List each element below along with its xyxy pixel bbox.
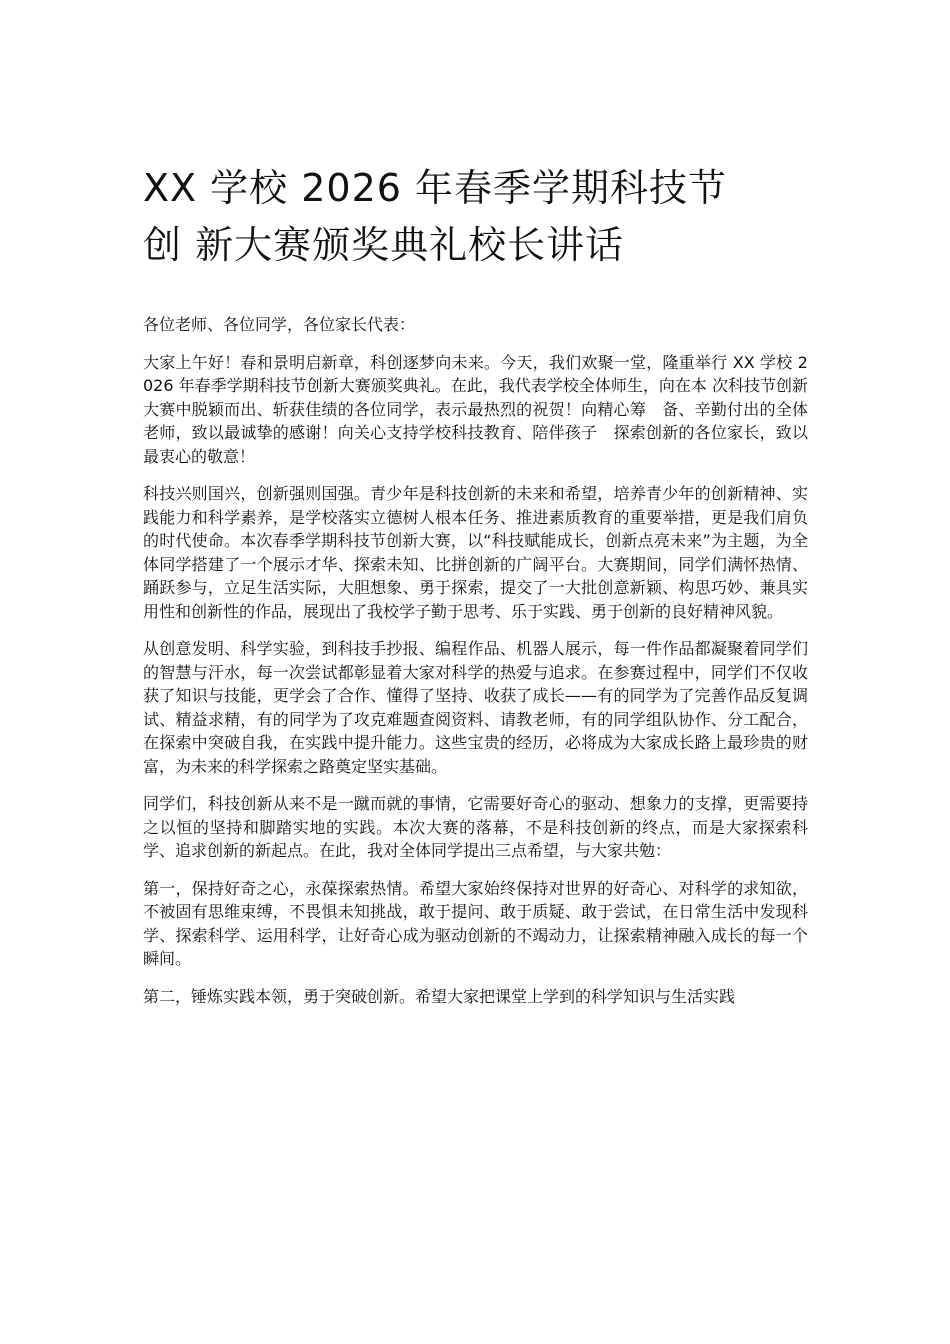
paragraph-expectations-intro: 同学们，科技创新从来不是一蹴而就的事情，它需要好奇心的驱动、想象力的支撑，更需要持之以恒的坚持和脚踏实地的实践。本次大赛的落幕，不是科技创新的终点，而是大家探索科学、追求创新的新起点。在此，我对全体同学提出三点希望，与大家共勉： bbox=[143, 794, 808, 860]
salutation: 各位老师、各位同学，各位家长代表： bbox=[143, 315, 416, 334]
speech-body bbox=[143, 313, 808, 1022]
title-line-2: 创 新大赛颁奖典礼校长讲话 bbox=[143, 223, 625, 267]
paragraph-hope-one: 第一，保持好奇之心，永葆探索热情。希望大家始终保持对世界的好奇心、对科学的求知欲，不被固有思维束缚，不畏惧未知挑战，敢于提问、敢于质疑、敢于尝试，在日常生活中发现科学、探索科学、运用科学，让好奇心成为驱动创新的不竭动力，让探索精神融入成长的每一个瞬间。 bbox=[143, 878, 808, 968]
paragraph-greeting: 大家上午好！春和景明启新章，科创逐梦向未来。今天，我们欢聚一堂，隆重举行 XX 学校 2026 年春季学期科技节创新大赛颁奖典礼。在此，我代表学校全体师生，向在本 次科技节创新大赛中脱颖而出、斩获佳绩的各位同学，表示最热烈的祝贺！向精心筹 备、辛勤付出的全体老师，致以最诚挚的感谢！向关心支持学校科技教育、陪伴孩子 探索创新的各位家长，致以最衷心的敬意！ bbox=[143, 352, 808, 466]
paragraph-achievements: 从创意发明、科学实验，到科技手抄报、编程作品、机器人展示，每一件作品都凝聚着同学们的智慧与汗水，每一次尝试都彰显着大家对科学的热爱与追求。在参赛过程中，同学们不仅收获了知识与技能，更学会了合作、懂得了坚持、收获了成长——有的同学为了完善作品反复调试、精益求精，有的同学为了攻克难题查阅资料、请教老师，有的同学组队协作、分工配合，在探索中突破自我，在实践中提升能力。这些宝贵的经历，必将成为大家成长路上最珍贵的财富，为未来的科学探索之路奠定坚实基础。 bbox=[143, 639, 808, 776]
paragraph-significance: 科技兴则国兴，创新强则国强。青少年是科技创新的未来和希望，培养青少年的创新精神、实践能力和科学素养，是学校落实立德树人根本任务、推进素质教育的重要举措，更是我们肩负的时代使命。本次春季学期科技节创新大赛，以“科技赋能成长，创新点亮未来”为主题，为全体同学搭建了一个展示才华、探索未知、比拼创新的广阔平台。大赛期间，同学们满怀热情、踊跃参与，立足生活实际，大胆想象、勇于探索，提交了一大批创意新颖、构思巧妙、兼具实用性和创新性的作品，展现出了我校学子勤于思考、乐于实践、勇于创新的良好精神风貌。 bbox=[143, 484, 808, 621]
document-title bbox=[143, 160, 823, 274]
title-line-1: XX 学校 2026 年春季学期科技节 bbox=[143, 166, 728, 210]
paragraph-hope-two: 第二，锤炼实践本领，勇于突破创新。希望大家把课堂上学到的科学知识与生活实践 bbox=[143, 986, 736, 1006]
